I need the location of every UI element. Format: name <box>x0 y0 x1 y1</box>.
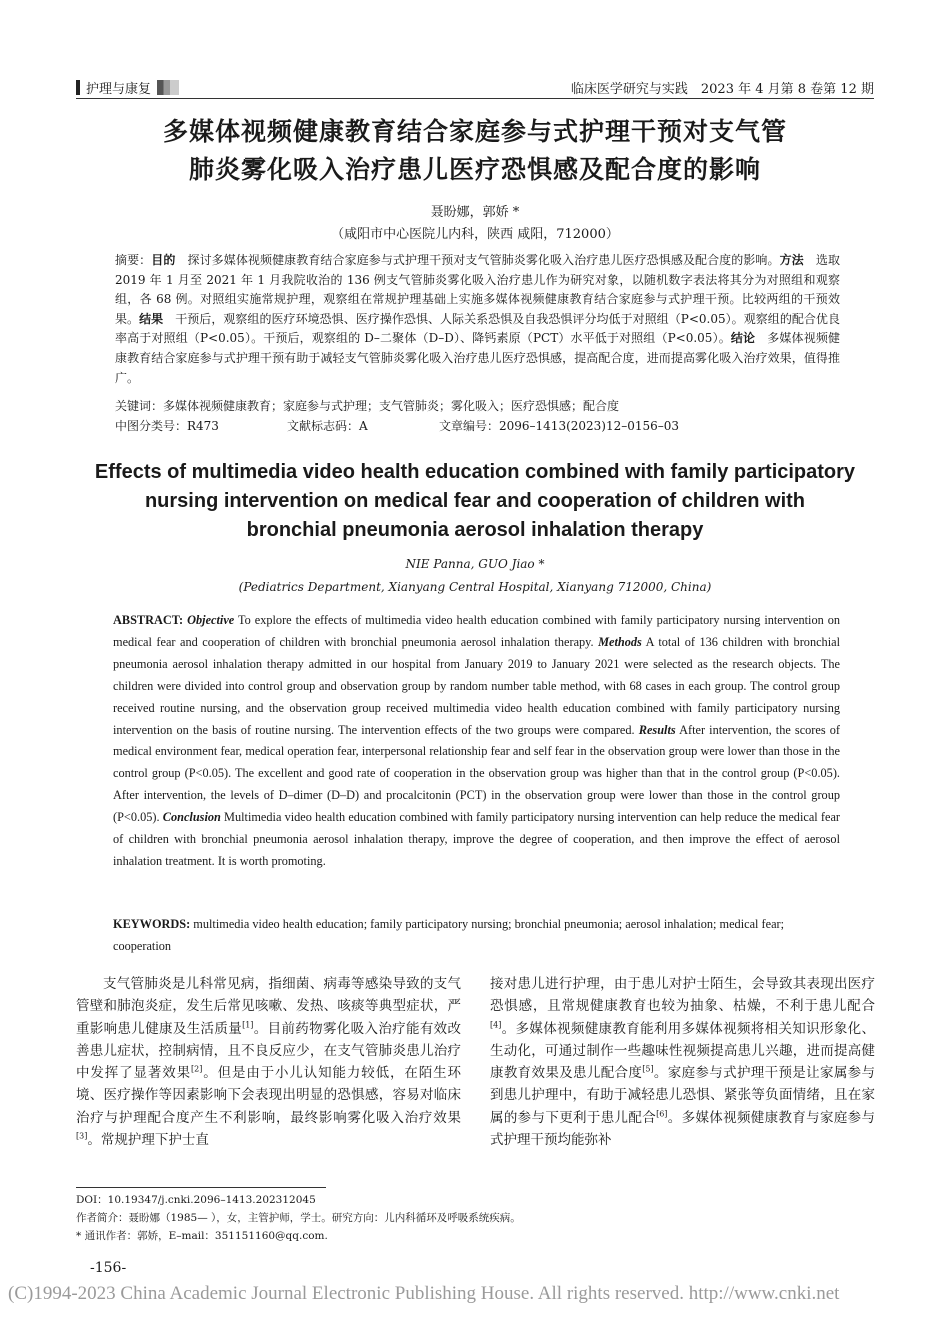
body-text: 支气管肺炎是儿科常见病，指细菌、病毒等感染导致的支气管壁和肺泡炎症，发生后常见咳嗽、发热、咳痰等典型症状，严重影响患儿健康及生活质量 <box>76 976 461 1037</box>
conclusion-en-text: Multimedia video health education combined with family participatory nursing intervention can help reduce the medical fear of children with bronchial pneumonia aerosol inhalation therapy, improve the degree of cooperation, and then improve the effect of aerosol inhalation treatment. It is worth promoting. <box>113 810 840 868</box>
citation-ref[interactable]: [1] <box>242 1020 254 1030</box>
results-text: 干预后，观察组的医疗环境恐惧、医疗操作恐惧、人际关系恐惧及自我恐惧评分均低于对照组（P<0.05）。观察组的配合优良率高于对照组（P<0.05）。干预后，观察组的 D–二聚体（D–D）、降钙素原（PCT）水平低于对照组（P<0.05）。 <box>115 311 840 346</box>
conclusion-en-label: Conclusion <box>162 810 221 825</box>
header-rule <box>76 98 874 99</box>
body-text: 。但是由于小儿认知能力较低，在陌生环境、医疗操作等因素影响下会表现出明显的恐惧感，容易对临床治疗与护理配合度产生不利影响，最终影响雾化吸入治疗效果 <box>76 1065 462 1126</box>
english-authors: NIE Panna, GUO Jiao * <box>405 557 545 571</box>
clc-number: 中图分类号：R473 <box>115 419 219 433</box>
results-en-text: After intervention, the scores of medical environment fear, medical operation fear, interpersonal relationship fear and self fear in the observation group were lower than those in the control group (P<0.05). The excellent and good rate of cooperation in the observation group was higher than that in the control group (P<0.05). After intervention, the levels of D–dimer (D–D) and procalcitonin (PCT) in the observation group were lower than those in the control group (P<0.05). <box>113 722 841 825</box>
citation-ref[interactable]: [4] <box>490 1020 502 1030</box>
running-header <box>76 76 874 98</box>
body-text: 。家庭参与式护理干预是让家属参与到患儿护理中，有助于减轻患儿恐惧、紧张等负面情绪，且在家属的参与下更利于患儿配合 <box>490 1065 876 1126</box>
chinese-affiliation: （咸阳市中心医院儿内科，陕西 咸阳，712000） <box>331 227 619 242</box>
abstract-en-label: ABSTRACT: <box>113 613 184 627</box>
classification-line <box>115 417 679 434</box>
section-tag <box>76 78 179 97</box>
chinese-title-line2: 肺炎雾化吸入治疗患儿医疗恐惧感及配合度的影响 <box>188 155 761 184</box>
footnote-corresponding: * 通讯作者：郭娇，E–mail：351151160@qq.com. <box>76 1230 328 1242</box>
copyright-watermark: (C)1994-2023 China Academic Journal Electronic Publishing House. All rights reserved. http://www.cnki.net <box>8 1283 840 1304</box>
objective-label: 目的 <box>151 253 176 267</box>
abstract-label: 摘要： <box>115 253 152 267</box>
objective-text: 探讨多媒体视频健康教育结合家庭参与式护理干预对支气管肺炎雾化吸入治疗患儿医疗恐惧感及配合度的影响。 <box>187 253 780 267</box>
body-text: 。常规护理下护士直 <box>87 1132 209 1149</box>
english-title-line3: bronchial pneumonia aerosol inhalation therapy <box>246 519 704 541</box>
english-keywords <box>113 914 840 958</box>
chinese-title-line1: 多媒体视频健康教育结合家庭参与式护理干预对支气管 <box>162 117 787 146</box>
body-column-left <box>76 973 461 1151</box>
body-text: 。多媒体视频健康教育能利用多媒体视频将相关知识形象化、生动化，可通过制作一些趣味性视频提高患儿兴趣，进而提高健康教育效果及患儿配合度 <box>490 1020 875 1082</box>
chinese-keywords: 关键词：多媒体视频健康教育；家庭参与式护理；支气管肺炎；雾化吸入；医疗恐惧感；配合度 <box>115 399 620 413</box>
footnote-rule <box>76 1187 326 1188</box>
footnote-author-bio: 作者简介：聂盼娜（1985— ），女，主管护师，学士。研究方向：儿内科循环及呼吸系统疾病。 <box>76 1212 521 1224</box>
english-title-line1: Effects of multimedia video health education combined with family participatory <box>94 461 856 483</box>
conclusion-text: 多媒体视频健康教育结合家庭参与式护理干预有助于减轻支气管肺炎雾化吸入治疗患儿医疗恐惧感，提高配合度，进而提高雾化吸入治疗效果，值得推广。 <box>115 331 840 385</box>
article-number: 文章编号：2096–1413(2023)12–0156–03 <box>439 419 680 433</box>
body-column-right <box>490 973 875 1151</box>
journal-issue: 临床医学研究与实践 2023 年 4 月第 8 卷第 12 期 <box>570 82 874 97</box>
methods-en-text: A total of 136 children with bronchial pneumonia aerosol inhalation therapy admitted in our hospital from January 2019 to January 2021 were selected as the research objects. The children were divided into control group and observation group by random number table method, with 68 cases in each group. The control group received routine nursing, and the observation group received multimedia video health education combined with family participatory nursing intervention on the basis of routine nursing. The intervention effects of the two groups were compared. <box>113 634 840 737</box>
keywords-en-text: multimedia video health education; family participatory nursing; bronchial pneumonia; aerosol inhalation; medical fear; cooperation <box>113 917 785 953</box>
section-bar-decoration <box>76 80 80 95</box>
english-abstract <box>113 610 840 873</box>
results-en-label: Results <box>638 722 676 737</box>
section-gradient-decoration <box>157 80 179 95</box>
english-title-line2: nursing intervention on medical fear and cooperation of children with <box>144 490 806 512</box>
body-text: 。多媒体视频健康教育与家庭参与式护理干预均能弥补 <box>490 1109 876 1149</box>
english-title <box>60 458 890 545</box>
english-affiliation: (Pediatrics Department, Xianyang Central Hospital, Xianyang 712000, China) <box>238 580 712 594</box>
conclusion-label: 结论 <box>730 331 756 346</box>
body-text: 接对患儿进行护理，由于患儿对护士陌生，会导致其表现出医疗恐惧感，且常规健康教育也较为抽象、枯燥，不利于患儿配合 <box>490 976 875 1015</box>
objective-en-text: To explore the effects of multimedia video health education combined with family participatory nursing intervention on medical fear and cooperation of children with bronchial pneumonia aerosol inhalation therapy. <box>113 613 840 649</box>
citation-ref[interactable]: [5] <box>642 1064 654 1074</box>
footnote-doi[interactable]: DOI：10.19347/j.cnki.2096–1413.202312045 <box>76 1194 316 1206</box>
chinese-abstract <box>115 251 840 388</box>
objective-en-label: Objective <box>187 613 235 627</box>
citation-ref[interactable]: [2] <box>190 1064 203 1074</box>
methods-label: 方法 <box>779 253 804 267</box>
methods-en-label: Methods <box>598 634 642 649</box>
citation-ref[interactable]: [6] <box>656 1109 668 1119</box>
keywords-en-label: KEYWORDS: <box>113 917 191 931</box>
document-code: 文献标志码：A <box>287 419 368 433</box>
citation-ref[interactable]: [3] <box>76 1131 88 1141</box>
page-number: -156- <box>90 1260 127 1276</box>
results-label: 结果 <box>139 311 164 326</box>
methods-text: 选取 2019 年 1 月至 2021 年 1 月我院收治的 136 例支气管肺炎雾化吸入治疗患儿作为研究对象，以随机数字表法将其分为对照组和观察组，各 68 例。对照组实施常规护理，观察组在常规护理基础上实施多媒体视频健康教育结合家庭参与式护理干预。比较两组的干预效果。 <box>115 253 840 326</box>
section-label: 护理与康复 <box>86 82 152 97</box>
chinese-title <box>76 113 874 189</box>
chinese-authors: 聂盼娜，郭娇 * <box>430 205 520 220</box>
body-text: 。目前药物雾化吸入治疗能有效改善患儿症状，控制病情，且不良反应少，在支气管肺炎患儿治疗中发挥了显著效果 <box>76 1020 462 1082</box>
